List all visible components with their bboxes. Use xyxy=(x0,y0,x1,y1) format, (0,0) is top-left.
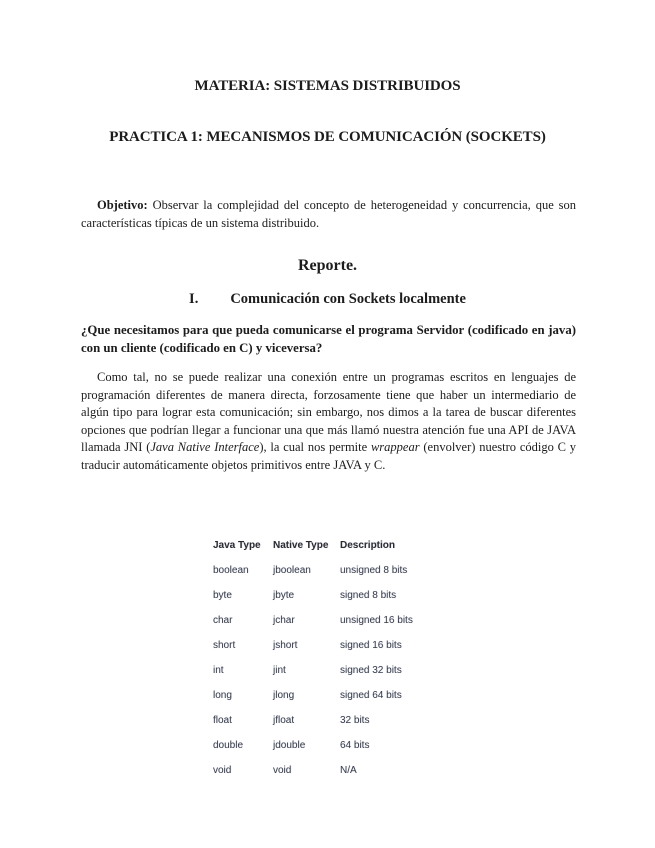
table-cell: jchar xyxy=(273,615,295,626)
table-cell: jfloat xyxy=(273,715,295,726)
course-title: MATERIA: SISTEMAS DISTRIBUIDOS xyxy=(194,78,461,94)
table-cell: long xyxy=(213,690,232,701)
table-row xyxy=(213,708,490,733)
table-cell: jint xyxy=(273,665,286,676)
table-cell: double xyxy=(213,740,244,751)
table-cell: signed 64 bits xyxy=(340,690,402,701)
table-cell: char xyxy=(213,615,233,626)
question-paragraph: ¿Que necesitamos para que pueda comunicarse el programa Servidor (codificado en java) con un cliente (codificado en C) y viceversa? xyxy=(81,323,576,355)
table-header-row xyxy=(213,533,490,558)
objective-paragraph xyxy=(81,197,576,232)
table-header-cell: Java Type xyxy=(213,540,261,551)
section-heading xyxy=(0,291,655,308)
table-row xyxy=(213,608,490,633)
table-row xyxy=(213,758,490,783)
section-number: I. xyxy=(189,291,199,307)
table-row xyxy=(213,558,490,583)
text-segment: Observar la complejidad del concepto de heterogeneidad y concurrencia, que son características típicas de un sistema distribuido. xyxy=(81,198,576,230)
text-segment: ), la cual nos permite xyxy=(259,440,371,454)
table-cell: unsigned 8 bits xyxy=(340,565,408,576)
report-heading: Reporte. xyxy=(297,257,358,274)
table-cell: int xyxy=(213,665,224,676)
text-segment: Objetivo: xyxy=(97,198,153,212)
text-segment: Java Native Interface xyxy=(150,440,260,454)
table-cell: void xyxy=(213,765,232,776)
table-cell: 32 bits xyxy=(340,715,370,726)
table-cell: byte xyxy=(213,590,232,601)
table-cell: jdouble xyxy=(273,740,306,751)
table-row xyxy=(213,683,490,708)
table-cell: unsigned 16 bits xyxy=(340,615,413,626)
table-header-cell: Native Type xyxy=(273,540,329,551)
table-cell: float xyxy=(213,715,232,726)
table-row xyxy=(213,633,490,658)
table-cell: 64 bits xyxy=(340,740,370,751)
table-cell: signed 32 bits xyxy=(340,665,402,676)
table-cell: jlong xyxy=(273,690,295,701)
table-cell: boolean xyxy=(213,565,249,576)
table-cell: void xyxy=(273,765,292,776)
table-header-cell: Description xyxy=(340,540,396,551)
table-row xyxy=(213,733,490,758)
table-cell: jbyte xyxy=(273,590,295,601)
table-cell: N/A xyxy=(340,765,357,776)
section-title: Comunicación con Sockets localmente xyxy=(230,291,466,307)
table-body xyxy=(213,558,490,783)
practice-title: PRACTICA 1: MECANISMOS DE COMUNICACIÓN (SOCKETS) xyxy=(109,129,546,145)
table-row xyxy=(213,658,490,683)
table-cell: short xyxy=(213,640,236,651)
table-row xyxy=(213,583,490,608)
jni-type-table xyxy=(213,533,490,783)
table-cell: signed 8 bits xyxy=(340,590,397,601)
table-cell: jboolean xyxy=(273,565,311,576)
table-cell: signed 16 bits xyxy=(340,640,402,651)
body-paragraph xyxy=(81,369,576,474)
text-segment: (envolver) nuestro código C y traducir automáticamente objetos primitivos entre JAVA y C. xyxy=(81,440,577,472)
table-cell: jshort xyxy=(273,640,298,651)
text-segment: Como tal, no se puede realizar una conexión entre un programas escritos en lenguajes de programación diferentes de manera directa, forzosamente tiene que haber un intermediario de algún tipo para lograr esta comunicación; sin embargo, nos dimos a la tarea de buscar diferentes opciones que podrían llegar a funcionar una que más llamó nuestra atención fue una API de JAVA llamada JNI ( xyxy=(81,370,576,454)
text-segment: wrappear xyxy=(370,440,420,454)
